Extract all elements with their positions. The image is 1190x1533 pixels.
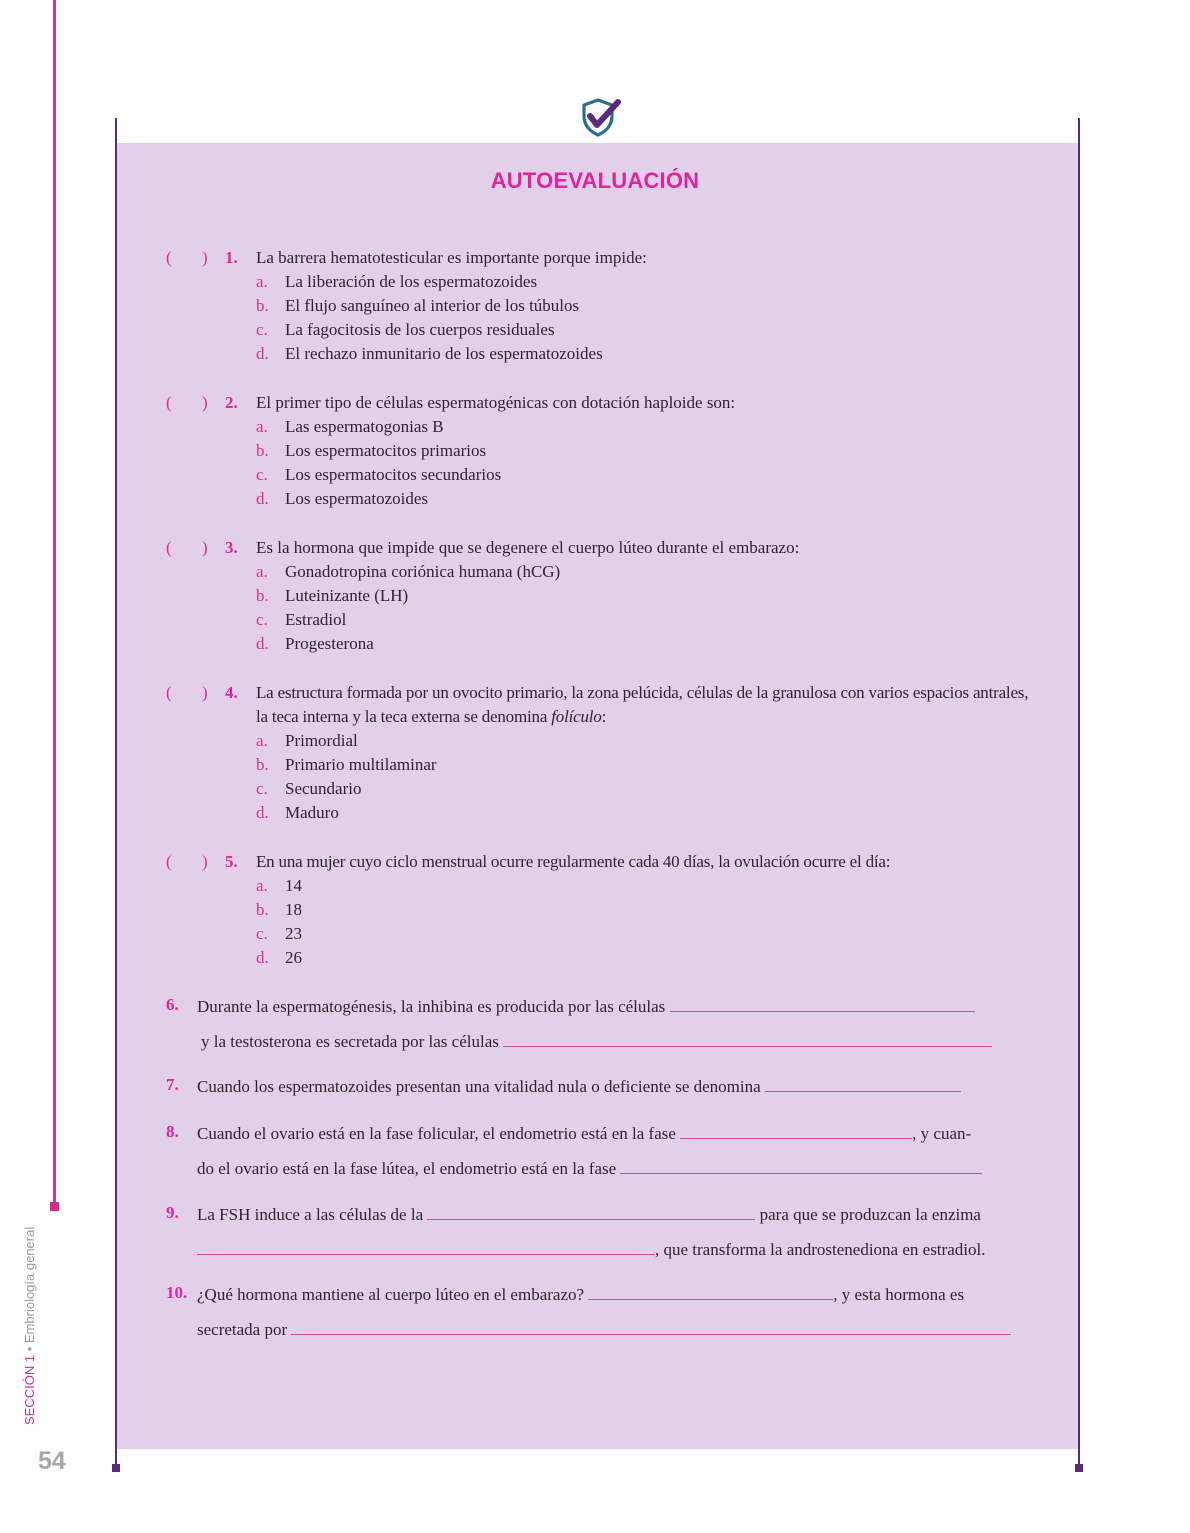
fill-text: Durante la espermatogénesis, la inhibina es producida por las células bbox=[197, 997, 666, 1016]
question-number: 4. bbox=[225, 683, 238, 702]
option-b bbox=[256, 294, 579, 318]
question-number: 9. bbox=[166, 1203, 179, 1222]
question-number: 1. bbox=[225, 248, 238, 267]
option-text: Primordial bbox=[285, 731, 358, 750]
question-stem: El primer tipo de células espermatogénicas con dotación haploide son: bbox=[256, 393, 736, 412]
option-letter: c. bbox=[256, 924, 268, 943]
option-text: El rechazo inmunitario de los espermatozoides bbox=[285, 344, 603, 363]
fill-text: , y esta hormona es bbox=[833, 1285, 965, 1304]
answer-paren-close: ) bbox=[202, 248, 208, 267]
fill-text: para que se produzcan la enzima bbox=[759, 1205, 981, 1224]
option-text: Primario multilaminar bbox=[285, 755, 437, 774]
fill-line-1 bbox=[197, 1075, 961, 1097]
fill-line-2 bbox=[197, 1318, 1011, 1340]
fill-text: y la testosterona es secretada por las células bbox=[201, 1032, 499, 1051]
answer-blank[interactable] bbox=[670, 995, 975, 1012]
fill-text: La FSH induce a las células de la bbox=[197, 1205, 424, 1224]
option-letter: d. bbox=[256, 634, 269, 653]
answer-paren-open: ( bbox=[166, 852, 172, 871]
option-text: La fagocitosis de los cuerpos residuales bbox=[285, 320, 555, 339]
option-d bbox=[256, 946, 302, 970]
question-number: 8. bbox=[166, 1122, 179, 1141]
running-footer bbox=[22, 1227, 37, 1425]
fill-text: , que transforma la androstenediona en estradiol. bbox=[655, 1240, 986, 1259]
question-number: 10. bbox=[166, 1283, 188, 1302]
option-a bbox=[256, 415, 444, 439]
option-c bbox=[256, 777, 361, 801]
shield-check-icon bbox=[578, 96, 624, 138]
option-letter: d. bbox=[256, 948, 269, 967]
option-letter: c. bbox=[256, 779, 268, 798]
answer-blank[interactable] bbox=[197, 1238, 655, 1255]
option-letter: d. bbox=[256, 489, 269, 508]
option-c bbox=[256, 463, 501, 487]
option-text: Los espermatozoides bbox=[285, 489, 429, 508]
option-letter: c. bbox=[256, 610, 268, 629]
option-text: Los espermatocitos secundarios bbox=[285, 465, 502, 484]
section-name: SECCIÓN 1 bbox=[22, 1354, 37, 1425]
answer-paren-open: ( bbox=[166, 248, 172, 267]
option-letter: b. bbox=[256, 755, 269, 774]
question-number: 5. bbox=[225, 852, 238, 871]
question-number: 6. bbox=[166, 995, 179, 1014]
option-letter: b. bbox=[256, 900, 269, 919]
option-b bbox=[256, 584, 408, 608]
answer-paren-open: ( bbox=[166, 683, 172, 702]
page-title: AUTOEVALUACIÓN bbox=[490, 168, 700, 193]
option-letter: d. bbox=[256, 803, 269, 822]
fill-line-1 bbox=[197, 1283, 964, 1305]
answer-blank[interactable] bbox=[291, 1318, 1011, 1335]
answer-paren-close: ) bbox=[202, 393, 208, 412]
answer-paren-close: ) bbox=[202, 852, 208, 871]
option-letter: b. bbox=[256, 296, 269, 315]
option-text: 23 bbox=[285, 924, 302, 943]
answer-blank[interactable] bbox=[620, 1157, 982, 1174]
option-letter: a. bbox=[256, 272, 268, 291]
question-number: 7. bbox=[166, 1075, 179, 1094]
question-number: 3. bbox=[225, 538, 238, 557]
option-d bbox=[256, 632, 374, 656]
option-b bbox=[256, 898, 302, 922]
chapter-name: Embriología general bbox=[22, 1226, 37, 1344]
question-number: 2. bbox=[225, 393, 238, 412]
fill-text: ¿Qué hormona mantiene al cuerpo lúteo en el embarazo? bbox=[197, 1285, 585, 1304]
option-a bbox=[256, 560, 560, 584]
option-a bbox=[256, 729, 358, 753]
option-text: Gonadotropina coriónica humana (hCG) bbox=[285, 562, 561, 581]
page-number: 54 bbox=[38, 1447, 66, 1475]
option-letter: c. bbox=[256, 465, 268, 484]
option-text: Luteinizante (LH) bbox=[285, 586, 409, 605]
option-text: Estradiol bbox=[285, 610, 347, 629]
question-stem bbox=[256, 681, 1031, 730]
fill-line-2 bbox=[197, 1238, 985, 1260]
option-text: Los espermatocitos primarios bbox=[285, 441, 487, 460]
option-text: El flujo sanguíneo al interior de los túbulos bbox=[285, 296, 580, 315]
fill-line-1 bbox=[197, 1203, 981, 1225]
option-b bbox=[256, 753, 437, 777]
fill-text: do el ovario está en la fase lútea, el endometrio está en la fase bbox=[197, 1159, 617, 1178]
frame-left-marker bbox=[112, 1464, 120, 1472]
answer-blank[interactable] bbox=[588, 1283, 833, 1300]
option-c bbox=[256, 608, 346, 632]
option-a bbox=[256, 874, 302, 898]
option-letter: b. bbox=[256, 441, 269, 460]
fill-line-2 bbox=[197, 1157, 982, 1179]
option-letter: a. bbox=[256, 731, 268, 750]
question-stem: En una mujer cuyo ciclo menstrual ocurre regularmente cada 40 días, la ovulación ocurre el día: bbox=[256, 852, 891, 871]
stem-end: : bbox=[601, 707, 607, 727]
answer-paren-close: ) bbox=[202, 683, 208, 702]
fill-text: Cuando los espermatozoides presentan una vitalidad nula o deficiente se denomina bbox=[197, 1077, 761, 1096]
option-letter: a. bbox=[256, 876, 268, 895]
answer-blank[interactable] bbox=[765, 1075, 961, 1092]
fill-line-1 bbox=[197, 995, 975, 1017]
option-text: Las espermatogonias B bbox=[285, 417, 444, 436]
answer-paren-close: ) bbox=[202, 538, 208, 557]
margin-marker bbox=[50, 1202, 59, 1211]
option-text: Maduro bbox=[285, 803, 339, 822]
option-text: 18 bbox=[285, 900, 302, 919]
answer-paren-open: ( bbox=[166, 538, 172, 557]
option-b bbox=[256, 439, 486, 463]
fill-text: secretada por bbox=[197, 1320, 288, 1339]
stem-italic-term: folículo bbox=[551, 707, 602, 727]
answer-blank[interactable] bbox=[427, 1203, 755, 1220]
option-text: Progesterona bbox=[285, 634, 374, 653]
option-letter: b. bbox=[256, 586, 269, 605]
fill-line-1 bbox=[197, 1122, 971, 1144]
option-d bbox=[256, 801, 339, 825]
answer-paren-open: ( bbox=[166, 393, 172, 412]
option-letter: a. bbox=[256, 417, 268, 436]
option-d bbox=[256, 487, 428, 511]
option-a bbox=[256, 270, 537, 294]
option-letter: c. bbox=[256, 320, 268, 339]
stem-text: La estructura formada por un ovocito primario, la zona pelúcida, células de la granulosa con varios espacios antrales, la teca interna y la teca externa se denomina bbox=[256, 683, 1029, 727]
frame-right-marker bbox=[1075, 1464, 1083, 1472]
answer-blank[interactable] bbox=[503, 1030, 992, 1047]
question-stem: Es la hormona que impide que se degenere el cuerpo lúteo durante el embarazo: bbox=[256, 538, 800, 557]
question-stem: La barrera hematotesticular es importante porque impide: bbox=[256, 248, 647, 267]
option-c bbox=[256, 922, 302, 946]
option-d bbox=[256, 342, 603, 366]
option-text: 26 bbox=[285, 948, 302, 967]
option-letter: a. bbox=[256, 562, 268, 581]
fill-line-2 bbox=[201, 1030, 992, 1052]
fill-text: , y cuan- bbox=[912, 1124, 972, 1143]
frame-left-rule bbox=[115, 118, 117, 1468]
option-text: 14 bbox=[285, 876, 302, 895]
answer-blank[interactable] bbox=[680, 1122, 912, 1139]
option-letter: d. bbox=[256, 344, 269, 363]
option-text: Secundario bbox=[285, 779, 362, 798]
option-text: La liberación de los espermatozoides bbox=[285, 272, 538, 291]
option-c bbox=[256, 318, 555, 342]
fill-text: Cuando el ovario está en la fase folicular, el endometrio está en la fase bbox=[197, 1124, 676, 1143]
frame-right-rule bbox=[1078, 118, 1080, 1468]
footer-separator: • bbox=[22, 1346, 37, 1352]
